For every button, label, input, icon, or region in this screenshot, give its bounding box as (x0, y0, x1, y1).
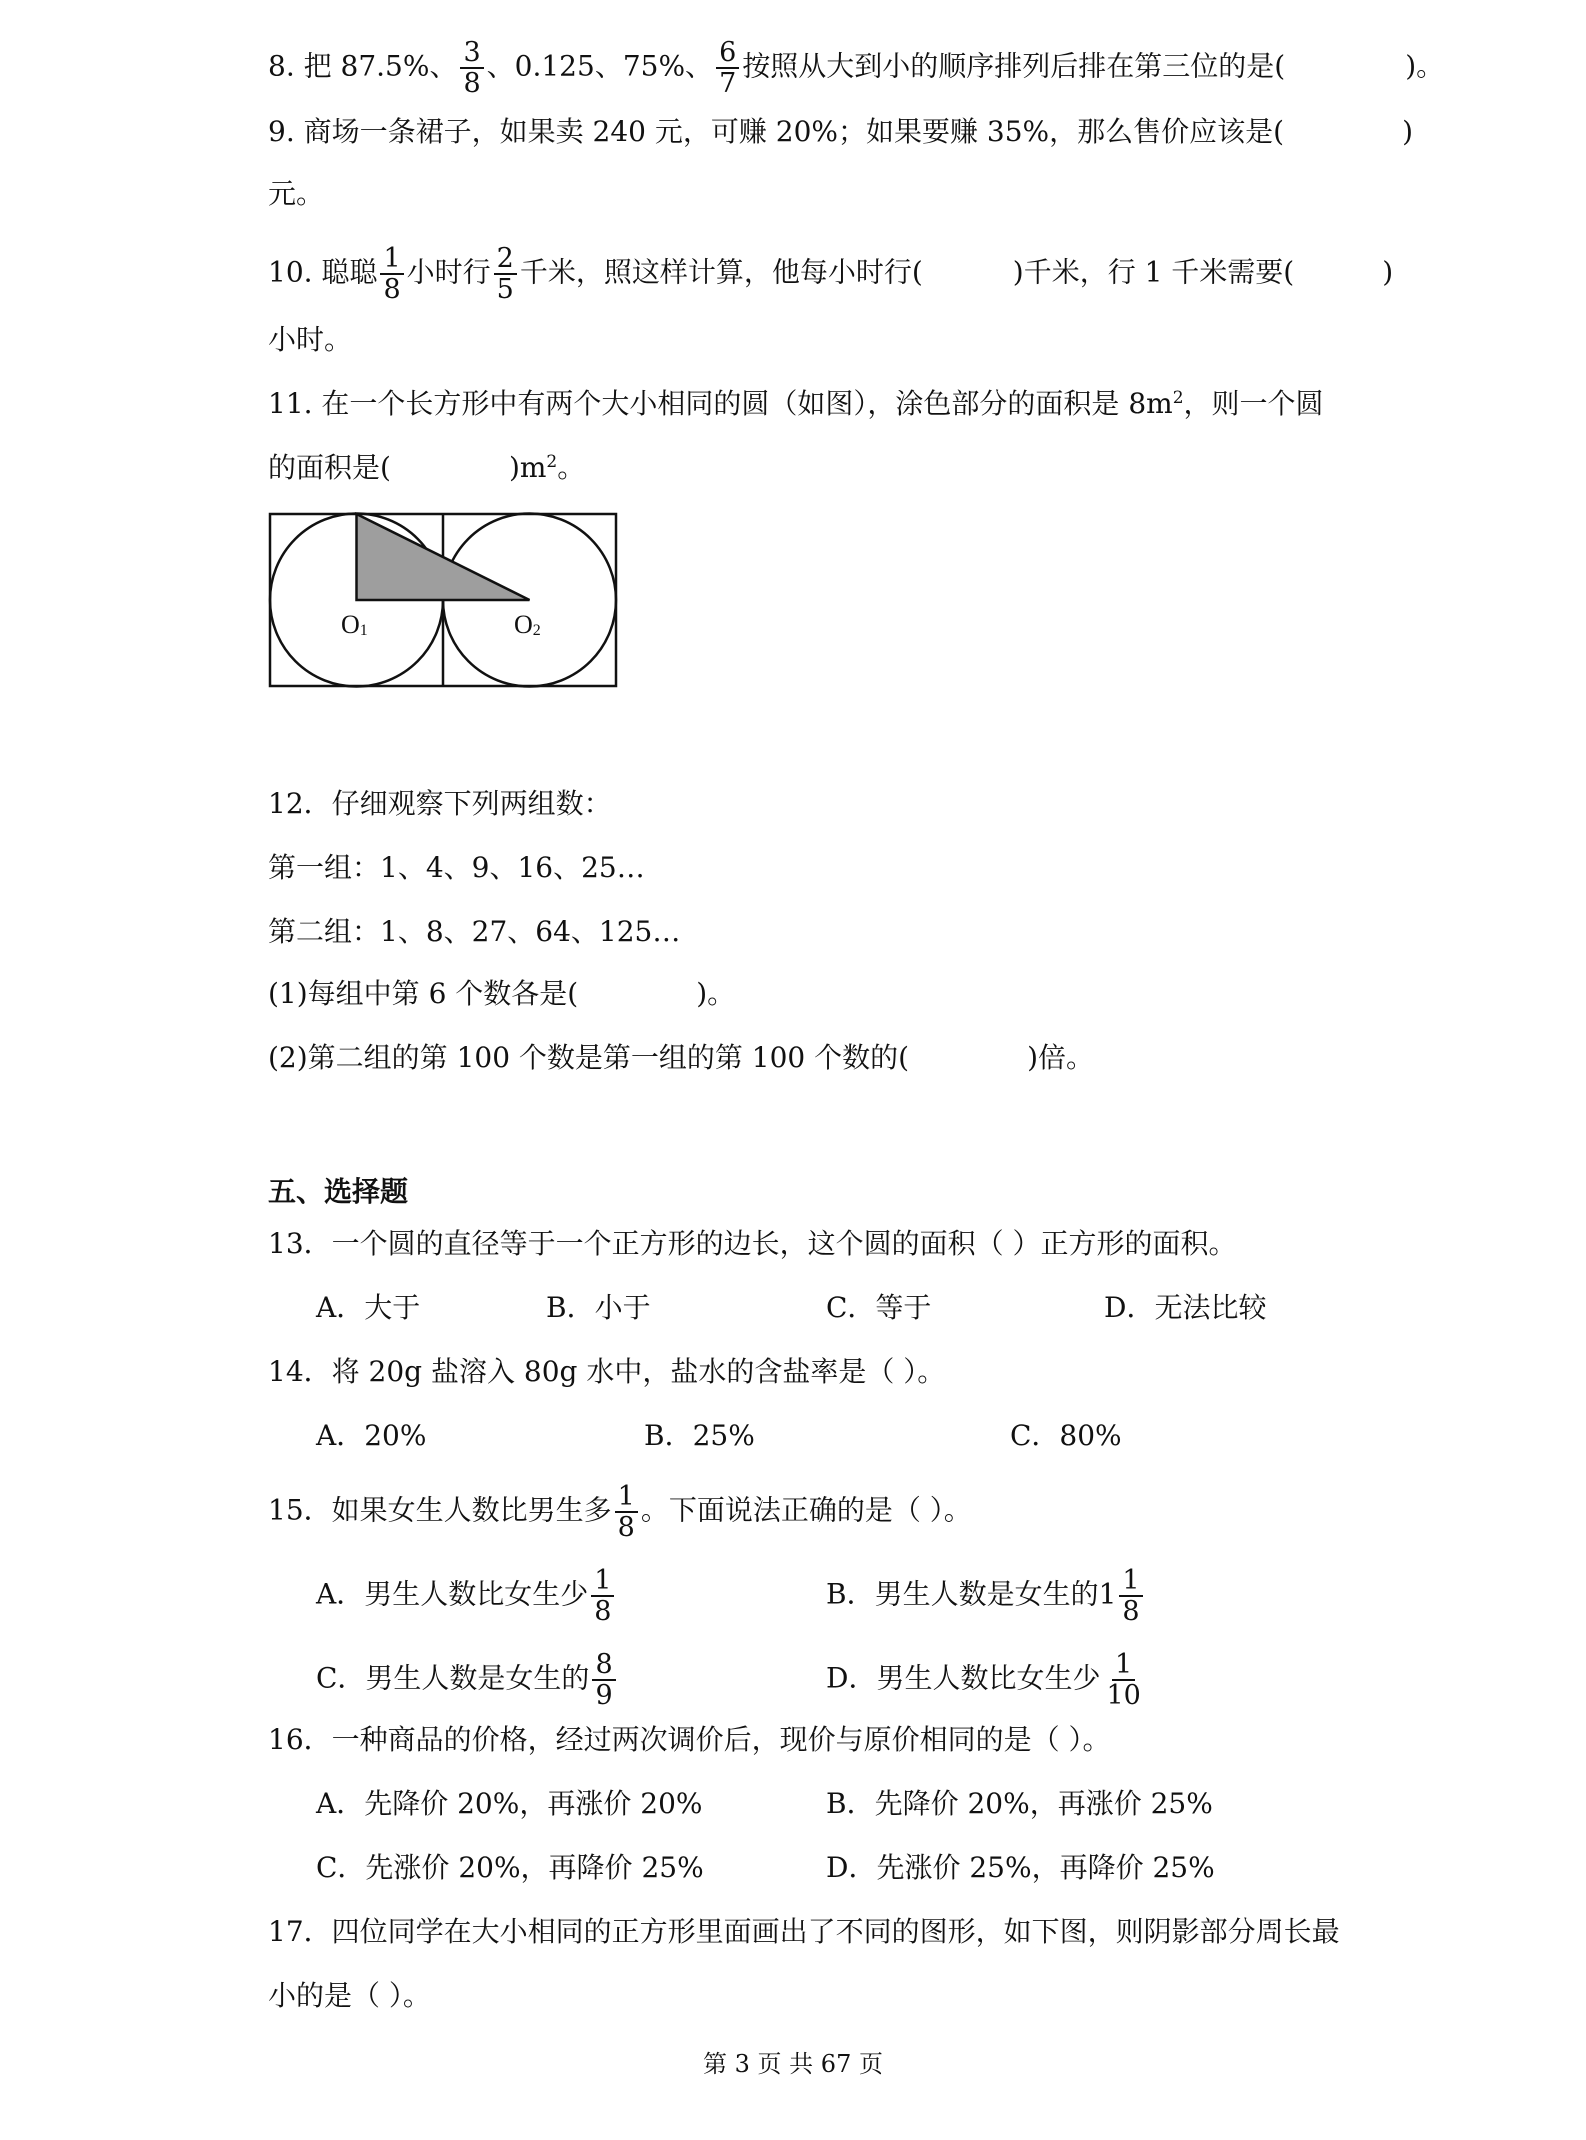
q12-part-2: (2)第二组的第 100 个数是第一组的第 100 个数的( )倍。 (268, 1041, 1095, 1074)
label-o2: O2 (514, 610, 541, 639)
question-9: 9. 商场一条裙子，如果卖 240 元，可赚 20%；如果要赚 35%，那么售价应该是( ) (268, 115, 1413, 148)
question-14: 14．将 20g 盐溶入 80g 水中，盐水的含盐率是（ ）。 (268, 1355, 946, 1388)
fraction-1-10: $\frac{1}{10}$ (1106, 1649, 1141, 1711)
q11-line-2: 的面积是( )$m^2$。 (268, 451, 586, 484)
q12-part-1: (1)每组中第 6 个数各是( )。 (268, 977, 736, 1010)
q13-option-d[interactable]: D．无法比较 (1104, 1291, 1267, 1324)
fraction-6-7: $\frac{6}{7}$ (716, 38, 739, 98)
section-heading: 五、选择题 (268, 1175, 409, 1208)
question-17: 17．四位同学在大小相同的正方形里面画出了不同的图形，如下图，则阴影部分周长最 (268, 1915, 1340, 1948)
q8-text-2: 、0.125、75%、 (486, 49, 714, 83)
fraction-3-8: $\frac{3}{8}$ (460, 38, 483, 98)
question-13: 13．一个圆的直径等于一个正方形的边长，这个圆的面积（ ）正方形的面积。 (268, 1227, 1237, 1260)
q13-option-b[interactable]: B．小于 (546, 1291, 651, 1324)
question-16: 16．一种商品的价格，经过两次调价后，现价与原价相同的是（ ）。 (268, 1723, 1111, 1756)
q16-option-b[interactable]: B．先降价 20%，再涨价 25% (826, 1787, 1213, 1820)
fraction-8-9: $\frac{8}{9}$ (592, 1650, 615, 1710)
q17-line-2: 小的是（ ）。 (268, 1979, 431, 2012)
q14-option-c[interactable]: C．80% (1010, 1419, 1122, 1452)
q8-text-4: )。 (1405, 49, 1445, 83)
fraction-1-8: $\frac{1}{8}$ (591, 1566, 614, 1626)
q16-option-d[interactable]: D．先涨价 25%，再降价 25% (826, 1851, 1215, 1884)
fraction-1-8: $\frac{1}{8}$ (1119, 1566, 1142, 1626)
q9-line-2: 元。 (268, 177, 325, 210)
rectangle-circles-figure (268, 512, 620, 690)
q8-text-1: 8. 把 87.5%、 (268, 49, 458, 83)
question-10: 10. 聪聪 $\frac{1}{8}$ 小时行 $\frac{2}{5}$ 千米，照这样计算，他每小时行( )千米，行 1 千米需要( ) (268, 243, 1394, 305)
q13-option-c[interactable]: C．等于 (826, 1291, 932, 1324)
q14-option-b[interactable]: B．25% (644, 1419, 755, 1452)
question-8 (268, 38, 1444, 98)
q15-option-d[interactable]: D．男生人数比女生少 $\frac{1}{10}$ (826, 1650, 1147, 1710)
group-2-sequence: 第二组：1、8、27、64、125… (268, 915, 681, 948)
q13-option-a[interactable]: A．大于 (316, 1291, 421, 1324)
q8-text-3: 按照从大到小的顺序排列后排在第三位的是( (742, 49, 1286, 83)
fraction-1-8: $\frac{1}{8}$ (380, 244, 403, 304)
q16-option-c[interactable]: C．先涨价 20%，再降价 25% (316, 1851, 704, 1884)
q15-option-a[interactable]: A．男生人数比女生少 $\frac{1}{8}$ (316, 1566, 617, 1626)
question-12: 12．仔细观察下列两组数： (268, 787, 612, 820)
q14-option-a[interactable]: A．20% (316, 1419, 427, 1452)
mixed-number-whole: 1 (1098, 1577, 1117, 1611)
q15-option-b[interactable]: B．男生人数是女生的1 $\frac{1}{8}$ (826, 1566, 1146, 1626)
q16-option-a[interactable]: A．先降价 20%，再涨价 20% (316, 1787, 703, 1820)
page-footer: 第 3 页 共 67 页 (703, 2050, 883, 2078)
label-o1: O1 (341, 610, 368, 639)
q10-line-2: 小时。 (268, 323, 353, 356)
q15-option-c[interactable]: C．男生人数是女生的 $\frac{8}{9}$ (316, 1650, 619, 1710)
fraction-2-5: $\frac{2}{5}$ (494, 244, 517, 304)
question-11: 11. 在一个长方形中有两个大小相同的圆（如图），涂色部分的面积是 $8m^2$，则一个圆 (268, 387, 1324, 420)
group-1-sequence: 第一组：1、4、9、16、25… (268, 851, 645, 884)
question-15: 15．如果女生人数比男生多 $\frac{1}{8}$ 。下面说法正确的是（ ）。 (268, 1481, 972, 1543)
fraction-1-8: $\frac{1}{8}$ (615, 1482, 638, 1542)
q9-line-1: 9. 商场一条裙子，如果卖 240 元，可赚 20%；如果要赚 35%，那么售价应该是( (268, 115, 1285, 148)
